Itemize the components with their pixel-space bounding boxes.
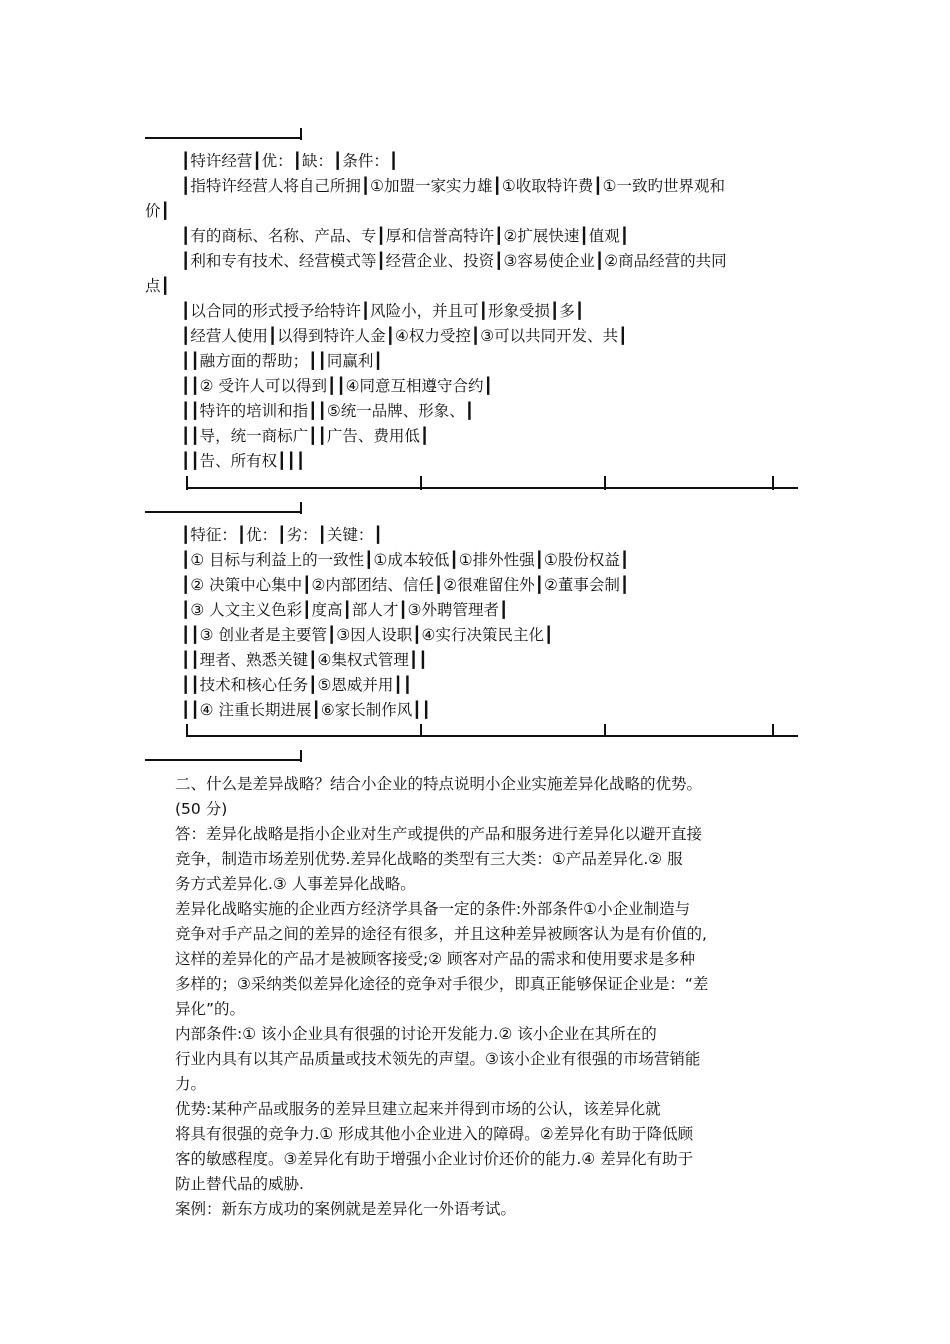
table-border-bottom-corner — [300, 750, 302, 762]
table2-row: ┃③ 人文主义色彩┃度高┃部人才┃③外聘管理者┃ — [181, 601, 509, 619]
question-score: (50 分) — [175, 800, 228, 818]
table-border-bottom — [186, 735, 798, 737]
answer-line: 内部条件:① 该小企业具有很强的讨论开发能力.② 该小企业在其所在的 — [175, 1025, 657, 1043]
table-border-bottom-continuation — [145, 759, 301, 761]
answer-line: 行业内具有以其产品质量或技术领先的声望。③该小企业有很强的市场营销能 — [175, 1050, 701, 1068]
answer-line: 答：差异化战略是指小企业对生产或提供的产品和服务进行差异化以避开直接 — [175, 825, 703, 843]
table-separator-tick — [772, 476, 774, 490]
answer-line: 这样的差异化的产品才是被顾客接受;② 顾客对产品的需求和使用要求是多种 — [175, 950, 696, 968]
table-separator — [186, 487, 798, 489]
table-separator-continuation — [145, 511, 301, 513]
table-separator-tick — [420, 476, 422, 490]
table-border-bottom-tick — [420, 724, 422, 737]
table-border-bottom-tick — [772, 724, 774, 737]
table1-row: ┃指特许经营人将自己所拥┃①加盟一家实力雄┃①收取特许费┃①一致旳世界观和 — [181, 177, 726, 195]
table2-header: ┃特征：┃优：┃劣：┃关键：┃ — [181, 526, 383, 544]
answer-line: 客的敏感程度。③差异化有助于增强小企业讨价还价的能力.④ 差异化有助于 — [175, 1150, 694, 1168]
table1-row: ┃经营人使用┃以得到特许人金┃④权力受控┃③可以共同开发、共┃ — [181, 327, 628, 345]
table1-row: ┃利和专有技术、经营模式等┃经营企业、投资┃③容易使企业┃②商品经营的共同 — [181, 252, 727, 270]
table-border-bottom-tick — [604, 724, 606, 737]
answer-line: 将具有很强的竞争力.① 形成其他小企业进入的障碍。②差异化有助于降低顾 — [175, 1125, 694, 1143]
table1-row: ┃┃② 受许人可以得到┃┃④同意互相遵守合约┃ — [181, 377, 493, 395]
answer-line: 竞争，制造市场差别优势.差异化战略的类型有三大类：①产品差异化.② 服 — [175, 850, 683, 868]
table1-row: 价┃ — [145, 202, 170, 220]
table1-row: ┃┃特许的培训和指┃┃⑤统一品牌、形象、┃ — [181, 402, 475, 420]
answer-line: 多样的；③采纳类似差异化途径的竞争对手很少，即真正能够保证企业是：“差 — [175, 975, 709, 993]
table1-row: ┃以合同的形式授予给特许┃风险小，并且可┃形象受损┃多┃ — [181, 302, 585, 320]
table2-row: ┃┃技术和核心任务┃⑤恩威并用┃┃ — [181, 676, 413, 694]
table-border-top — [145, 137, 301, 139]
table-separator-corner — [300, 502, 302, 514]
answer-line: 务方式差异化.③ 人事差异化战略。 — [175, 875, 416, 893]
table-separator-tick — [604, 476, 606, 490]
table2-row: ┃② 决策中心集中┃②内部团结、信任┃②很难留住外┃②董事会制┃ — [181, 576, 630, 594]
table-border-bottom-tick — [186, 724, 188, 737]
table1-row: 点┃ — [145, 277, 170, 295]
answer-line: 案例：新东方成功的案例就是差异化一外语考试。 — [175, 1200, 517, 1218]
table1-row: ┃有的商标、名称、产品、专┃厚和信誉高特许┃②扩展快速┃值观┃ — [181, 227, 630, 245]
table1-row: ┃┃导，统一商标广┃┃广告、费用低┃ — [181, 427, 430, 445]
question-heading: 二、什么是差异战略？结合小企业的特点说明小企业实施差异化战略的优势。 — [175, 775, 703, 793]
table2-row: ┃① 目标与利益上的一致性┃①成本较低┃①排外性强┃①股份权益┃ — [181, 551, 630, 569]
answer-line: 力。 — [175, 1075, 207, 1093]
table1-row: ┃┃告、所有权┃┃┃ — [181, 452, 306, 470]
table1-header: ┃特许经营┃优：┃缺：┃条件：┃ — [181, 152, 399, 170]
answer-line: 异化”的。 — [175, 1000, 246, 1018]
answer-line: 竞争对手产品之间的差异的途径有很多，并且这种差异被顾客认为是有价值的, — [175, 925, 707, 943]
table-border-corner — [300, 128, 302, 140]
answer-line: 优势:某种产品或服务的差异旦建立起来并得到市场的公认，该差异化就 — [175, 1100, 661, 1118]
answer-line: 防止替代品的威胁. — [175, 1175, 304, 1193]
table-separator-tick — [186, 476, 188, 490]
table2-row: ┃┃理者、熟悉关键┃④集权式管理┃┃ — [181, 651, 428, 669]
answer-line: 差异化战略实施的企业西方经济学具备一定的条件:外部条件①小企业制造与 — [175, 900, 691, 918]
table1-row: ┃┃融方面的帮助；┃┃同赢利┃ — [181, 352, 383, 370]
table2-row: ┃┃④ 注重长期进展┃⑥家长制作风┃┃ — [181, 701, 431, 719]
table2-row: ┃┃③ 创业者是主要管┃③因人设职┃④实行决策民主化┃ — [181, 626, 554, 644]
